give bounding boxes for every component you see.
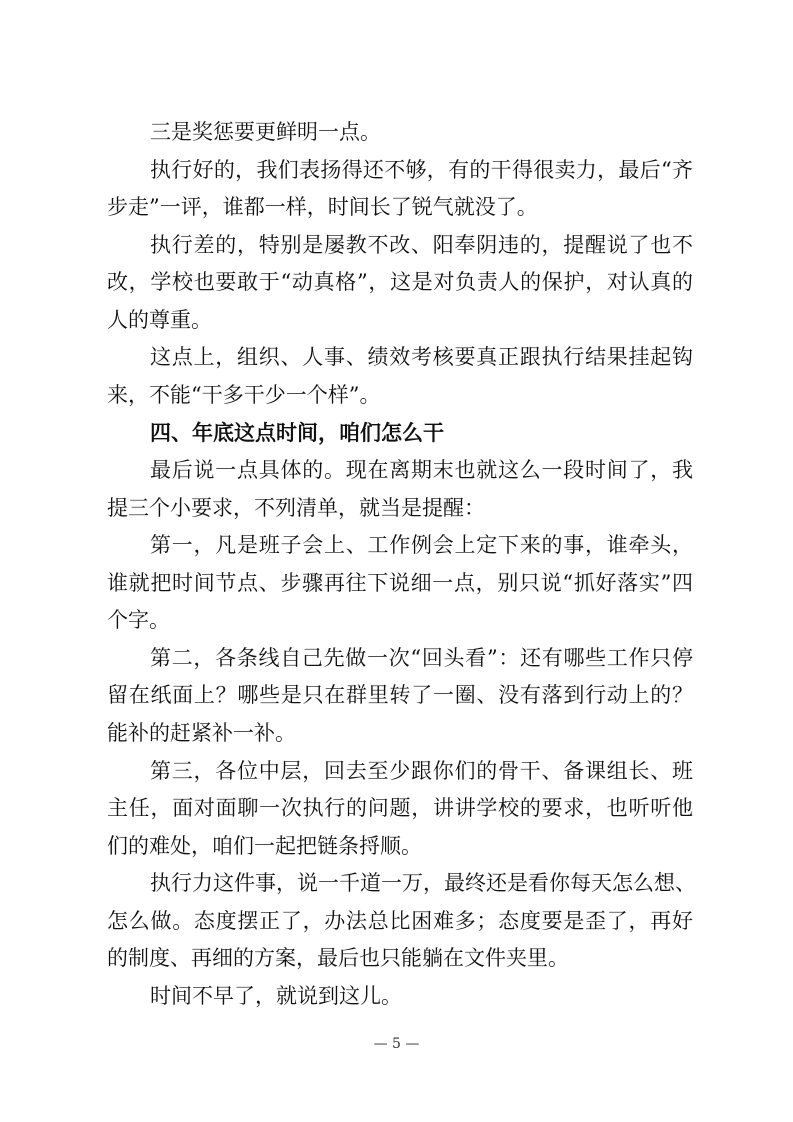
page-number: — 5 —	[373, 1036, 420, 1052]
document-body	[107, 114, 696, 1016]
text-line: 主任，面对面聊一次执行的问题，讲讲学校的要求，也听听他	[107, 796, 693, 821]
paragraph	[107, 527, 693, 640]
text-line: 执行差的，特别是屡教不改、阳奉阴违的，提醒说了也不	[150, 232, 693, 257]
text-line: 怎么做。态度摆正了，办法总比困难多；态度要是歪了，再好	[107, 908, 693, 933]
text-line: 三是奖惩要更鲜明一点。	[150, 120, 381, 144]
paragraph	[107, 227, 693, 340]
text-line: 最后说一点具体的。现在离期末也就这么一段时间了，我	[150, 458, 693, 483]
text-line: 第二，各条线自己先做一次“回头看”：还有哪些工作只停	[150, 645, 693, 670]
paragraph	[107, 640, 693, 753]
text-line: 们的难处，咱们一起把链条捋顺。	[107, 833, 422, 858]
text-line: 这点上，组织、人事、绩效考核要真正跟执行结果挂起钩	[150, 345, 693, 370]
text-line: 执行力这件事，说一千道一万，最终还是看你每天怎么想、	[150, 871, 696, 896]
text-line: 四、年底这点时间，咱们怎么干	[150, 420, 444, 445]
text-line: 提三个小要求，不列清单，就当是提醒：	[107, 495, 485, 520]
paragraph	[107, 753, 693, 866]
section-heading	[107, 415, 693, 453]
paragraph	[107, 114, 693, 152]
text-line: 执行好的，我们表扬得还不够，有的干得很卖力，最后“齐	[150, 157, 693, 182]
text-line: 时间不早了，就说到这儿。	[150, 983, 402, 1008]
text-line: 来，不能“干多干少一个样”。	[107, 382, 381, 407]
text-line: 谁就把时间节点、步骤再往下说细一点，别只说“抓好落实”四	[107, 570, 693, 595]
text-line: 第一，凡是班子会上、工作例会上定下来的事，谁牵头，	[150, 533, 693, 558]
paragraph	[107, 978, 693, 1016]
text-line: 第三，各位中层，回去至少跟你们的骨干、备课组长、班	[150, 758, 693, 783]
paragraph	[107, 452, 693, 527]
paragraph	[107, 865, 696, 978]
text-line: 步走”一评，谁都一样，时间长了锐气就没了。	[107, 195, 538, 220]
text-line: 留在纸面上？哪些是只在群里转了一圈、没有落到行动上的？	[107, 683, 693, 708]
text-line: 的制度、再细的方案，最后也只能躺在文件夹里。	[107, 946, 569, 971]
text-line: 人的尊重。	[107, 307, 212, 332]
paragraph	[107, 339, 693, 414]
text-line: 个字。	[107, 608, 170, 633]
paragraph	[107, 152, 693, 227]
text-line: 改，学校也要敢于“动真格”，这是对负责人的保护，对认真的	[107, 270, 693, 295]
text-line: 能补的赶紧补一补。	[107, 721, 296, 745]
